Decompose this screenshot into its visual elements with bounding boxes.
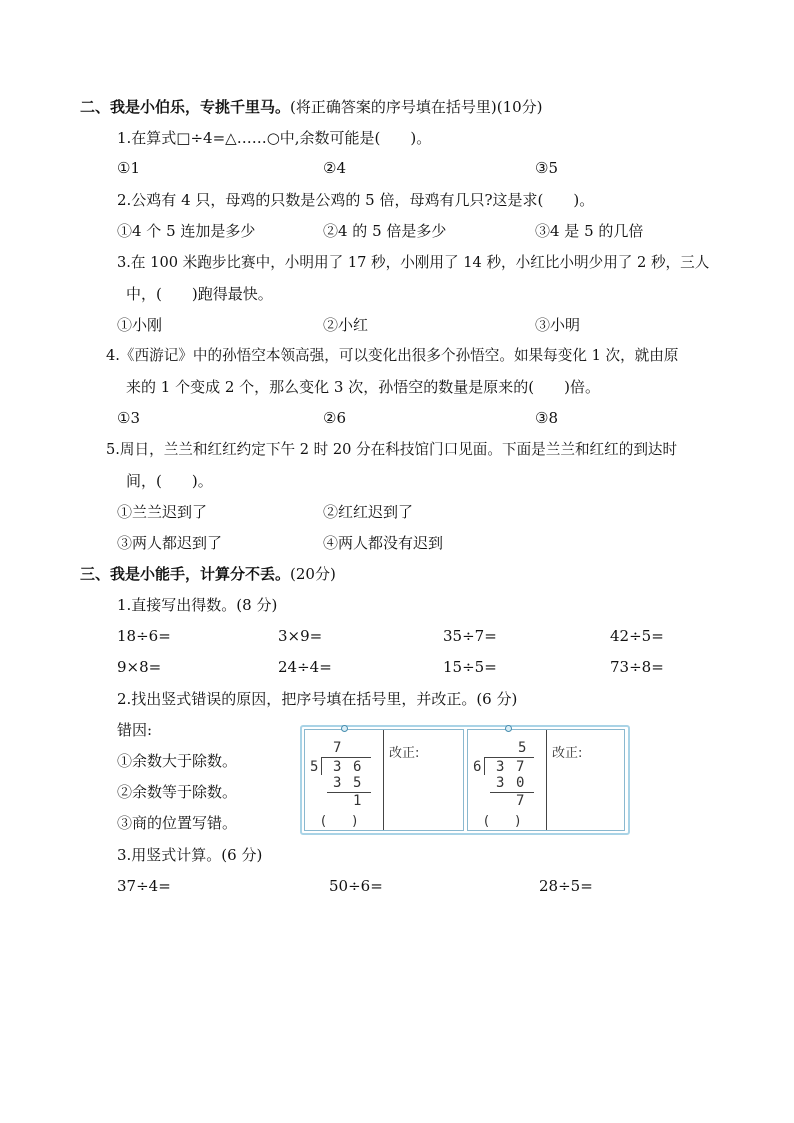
problem-3-prompt: 3.用竖式计算。(6 分) <box>117 846 263 864</box>
q4-option-1: ①3 <box>117 409 140 427</box>
section-2-note: (将正确答案的序号填在括号里)(10分) <box>290 98 543 116</box>
remainder-digit: 1 <box>353 793 362 809</box>
pin-dot <box>505 725 512 732</box>
q4-option-3: ③8 <box>535 409 558 427</box>
vertical-calc-item: 37÷4= <box>117 877 171 895</box>
error-reason-1: ①余数大于除数。 <box>117 752 238 770</box>
section-3-heading <box>80 564 336 584</box>
problem-2-prompt: 2.找出竖式错误的原因，把序号填在括号里，并改正。(6 分) <box>117 690 518 708</box>
product-tens: 3 <box>333 775 342 791</box>
q4-option-2: ②6 <box>323 409 346 427</box>
division-bar <box>321 757 371 758</box>
answer-parentheses[interactable]: ( ) <box>484 814 521 829</box>
division-bracket <box>484 757 485 775</box>
division-error-figure <box>300 725 630 835</box>
question-4-line-1: 4.《西游记》中的孙悟空本领高强，可以变化出很多个孙悟空。如果每变化 1 次，就由原 <box>106 347 679 364</box>
subtraction-line <box>327 792 371 793</box>
question-2: 2.公鸡有 4 只，母鸡的只数是公鸡的 5 倍，母鸡有几只?这是求( )。 <box>117 191 595 209</box>
q2-option-3: ③4 是 5 的几倍 <box>535 222 644 240</box>
question-1: 1.在算式□÷4=△……○中,余数可能是( )。 <box>117 129 432 147</box>
product-ones: 5 <box>353 775 362 791</box>
quotient-digit: 7 <box>333 740 342 756</box>
error-reason-3: ③商的位置写错。 <box>117 814 238 832</box>
question-3-line-1: 3.在 100 米跑步比赛中，小明用了 17 秒，小刚用了 14 秒，小红比小明少用了 2 秒，三人 <box>117 254 710 271</box>
q3-option-2: ②小红 <box>323 316 369 334</box>
error-reason-2: ②余数等于除数。 <box>117 783 238 801</box>
calc-item: 35÷7= <box>443 627 497 645</box>
q2-option-2: ②4 的 5 倍是多少 <box>323 222 447 240</box>
calc-item: 42÷5= <box>610 627 664 645</box>
q3-option-3: ③小明 <box>535 316 581 334</box>
q5-option-3: ③两人都迟到了 <box>117 534 223 552</box>
division-bar <box>484 757 534 758</box>
error-reasons-title: 错因: <box>117 721 153 739</box>
vertical-calc-item: 50÷6= <box>329 877 383 895</box>
answer-parentheses[interactable]: ( ) <box>321 814 358 829</box>
section-2-title: 二、我是小伯乐，专挑千里马。 <box>80 98 291 116</box>
q3-option-1: ①小刚 <box>117 316 163 334</box>
subtraction-line <box>490 792 534 793</box>
q1-option-3: ③5 <box>535 159 558 177</box>
q1-option-1: ①1 <box>117 159 140 177</box>
dividend-tens: 3 <box>496 759 505 775</box>
division-bracket <box>321 757 322 775</box>
question-3-line-2: 中，( )跑得最快。 <box>126 285 273 303</box>
section-3-note: (20分) <box>290 565 336 583</box>
q5-option-2: ②红红迟到了 <box>323 503 414 521</box>
pin-dot <box>341 725 348 732</box>
remainder-digit: 7 <box>516 793 525 809</box>
dividend-ones: 7 <box>516 759 525 775</box>
calc-item: 73÷8= <box>610 658 664 676</box>
card-divider <box>546 730 547 830</box>
question-4-line-2: 来的 1 个变成 2 个，那么变化 3 次，孙悟空的数量是原来的( )倍。 <box>126 378 600 396</box>
question-5-line-1: 5.周日，兰兰和红红约定下午 2 时 20 分在科技馆门口见面。下面是兰兰和红红的到达时 <box>106 441 678 458</box>
q2-option-1: ①4 个 5 连加是多少 <box>117 222 256 240</box>
dividend-tens: 3 <box>333 759 342 775</box>
divisor-digit: 5 <box>310 759 319 775</box>
product-tens: 3 <box>496 775 505 791</box>
section-3-title: 三、我是小能手，计算分不丢。 <box>80 565 291 583</box>
calc-item: 3×9= <box>278 627 323 645</box>
section-2-heading <box>80 97 543 117</box>
q5-option-1: ①兰兰迟到了 <box>117 503 208 521</box>
q5-option-4: ④两人都没有迟到 <box>323 534 444 552</box>
division-card-1 <box>304 729 464 831</box>
calc-item: 15÷5= <box>443 658 497 676</box>
divisor-digit: 6 <box>473 759 482 775</box>
problem-1-prompt: 1.直接写出得数。(8 分) <box>117 596 278 614</box>
dividend-ones: 6 <box>353 759 362 775</box>
card-divider <box>383 730 384 830</box>
question-5-line-2: 间，( )。 <box>126 472 213 490</box>
division-card-2 <box>467 729 625 831</box>
quotient-digit: 5 <box>518 740 527 756</box>
calc-item: 24÷4= <box>278 658 332 676</box>
vertical-calc-item: 28÷5= <box>539 877 593 895</box>
q1-option-2: ②4 <box>323 159 346 177</box>
calc-item: 18÷6= <box>117 627 171 645</box>
calc-item: 9×8= <box>117 658 162 676</box>
product-ones: 0 <box>516 775 525 791</box>
fix-label: 改正: <box>552 746 583 761</box>
fix-label: 改正: <box>389 746 420 761</box>
